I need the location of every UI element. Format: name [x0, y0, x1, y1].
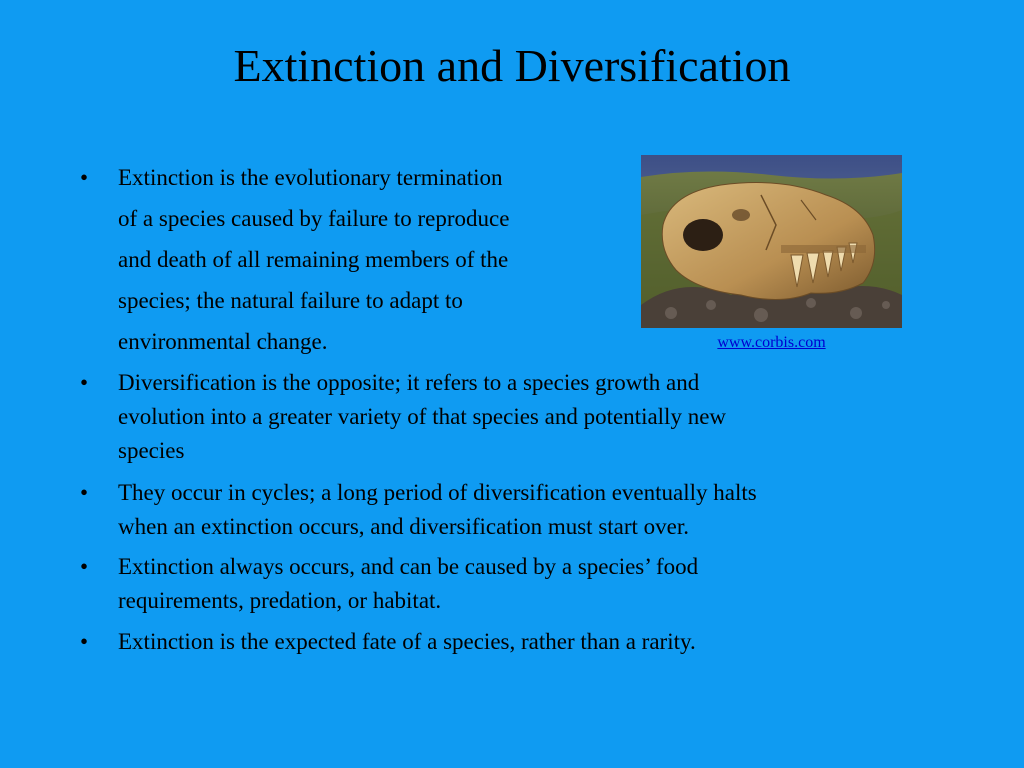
bullet-dot-icon: •: [80, 480, 89, 505]
bullet-line: environmental change.: [118, 329, 328, 354]
bullet-line: requirements, predation, or habitat.: [118, 588, 442, 613]
bullet-line: species: [118, 438, 185, 463]
bullet-line: Extinction is the evolutionary termination: [118, 165, 503, 190]
bullet-dot-icon: •: [80, 165, 89, 190]
bullet-dot-icon: •: [80, 370, 89, 395]
slide-title: Extinction and Diversification: [233, 40, 791, 91]
bullet-line: Extinction is the expected fate of a species, rather than a rarity.: [118, 629, 696, 654]
bullet-line: Extinction always occurs, and can be caused by a species’ food: [118, 554, 699, 579]
bullet-line: evolution into a greater variety of that species and potentially new: [118, 404, 727, 429]
bullet-line: when an extinction occurs, and diversification must start over.: [118, 514, 690, 539]
bullet-line: and death of all remaining members of the: [118, 247, 509, 272]
bullet-line: of a species caused by failure to reproduce: [118, 206, 510, 231]
bullet-line: Diversification is the opposite; it refers to a species growth and: [118, 370, 700, 395]
bullet-line: They occur in cycles; a long period of diversification eventually halts: [118, 480, 757, 505]
image-credit-link[interactable]: www.corbis.com: [717, 334, 826, 351]
bullet-line: species; the natural failure to adapt to: [118, 288, 463, 313]
bullet-dot-icon: •: [80, 629, 89, 654]
bullet-dot-icon: •: [80, 554, 89, 579]
fossil-skull-photo: [641, 155, 902, 328]
